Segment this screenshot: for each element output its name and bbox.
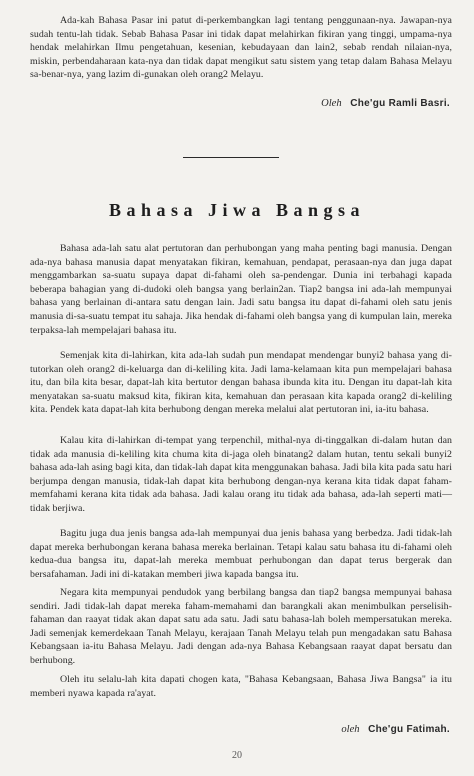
paragraph-4 [30,527,452,581]
byline-first-author: Che'gu Ramli Basri. [350,98,450,109]
byline-first-label: Oleh [321,98,342,109]
article-title: Bahasa Jiwa Bangsa [108,200,366,220]
byline-first [321,98,450,109]
intro-paragraph [30,14,452,82]
paragraph-5 [30,586,452,668]
byline-second-author: Che'gu Fatimah. [368,724,450,735]
byline-second [341,724,450,735]
byline-second-label: oleh [341,724,360,735]
intro-paragraph-text: Ada-kah Bahasa Pasar ini patut di-perkembangkan lagi tentang penggunaan-nya. Jawapan-nya sudah tentu-lah tidak. Sebab Bahasa Pasar ini tidak dapat melahirkan fikiran yang tinggi, umpama-nya hendak melahirkan Ilmu pengetahuan, kesenian, kebudayaan dan lain2, sebab rendah nilaian-nya, miskin, perbendaharaan kata-nya dan tidak dapat mengikut satu sistem yang tetap dalam Bahasa Melayu sa-benar-nya, yang lazim di-gunakan oleh orang2 Melayu. [30,15,452,81]
paragraph-1-text: Bahasa ada-lah satu alat pertutoran dan perhubongan yang maha penting bagi manusia. Dengan ada-nya bahasa manusia dapat menyatakan fikiran, kemahuan, pendapat, perasaan-nya dan juga dapat menggambarkan sa-suatu supaya dapat di-fahami oleh sa-pendengar. Dunia ini terbahagi kapada beberapa bahagian yang di-dudoki oleh bangsa yang berlain2an. Tiap2 bangsa ini ada-lah mempunyai bahasa yang berlainan di-antara satu dengan lain. Jadi satu bangsa itu dapat di-fahami oleh satu jenis manusia di-sa-suatu tempat itu sahaja. Jika hendak di-fahami oleh bangsa yang di kumpulan lain, mereka terpaksa-lah mempelajari bahasa itu. [30,243,452,336]
paragraph-1 [30,242,452,337]
paragraph-5-text: Negara kita mempunyai pendudok yang berbilang bangsa dan tiap2 bangsa mempunyai bahasa sendiri. Jadi tidak-lah dapat mereka faham-memahami dan barangkali akan menimbulkan perselisih-fahaman dan raayat tidak akan dapat satu ada satu. Jadi satu bahasa-lah boleh mempersatukan mereka. Jadi semenjak kemerdekaan Tanah Melayu, kerajaan Tanah Melayu telah pun mengadakan satu Bahasa Kebangsaan ia-itu Bahasa Melayu. Jadi dengan ada-nya Bahasa Kebangsaan raayat dapat bersatu dan berhubong. [30,587,452,666]
paragraph-3 [30,434,452,516]
page-number: 20 [232,750,242,761]
paragraph-6-text: Oleh itu selalu-lah kita dapati chogen kata, "Bahasa Kebangsaan, Bahasa Jiwa Bangsa" ia itu memberi nyawa kapada ra'ayat. [30,674,452,699]
paragraph-3-text: Kalau kita di-lahirkan di-tempat yang terpenchil, mithal-nya di-tinggalkan di-dalam hutan dan tidak ada manusia di-keliling kita chuma kita di-jaga oleh binatang2 dalam hutan, tentu sekali bunyi2 bahasa ada-lah asing bagi kita, dan tidak-lah dapat kita menggunakan bahasa. Jadi bila kita pada satu hari berjumpa dengan manusia, tidak-lah dapat kita berhubong dengan-nya kerana kita tidak dapat faham-memfahami kerana kita tidak ada bahasa. Jadi kalau orang itu tidak ada bahasa, ada-lah seperti mati—tidak berjiwa. [30,435,452,514]
paragraph-4-text: Bagitu juga dua jenis bangsa ada-lah mempunyai dua jenis bahasa yang berbedza. Jadi tidak-lah dapat mereka berhubongan kerana bahasa mereka berlainan. Tetapi kalau satu bahasa itu di-fahami oleh kedua-dua bangsa itu, dapat-lah mereka membuat perhubongan dan dapat terus bergerak dan bersafahaman. Jadi ini di-katakan memberi jiwa kapada bangsa itu. [30,528,452,580]
paragraph-6 [30,673,452,700]
section-divider [183,157,279,158]
paragraph-2-text: Semenjak kita di-lahirkan, kita ada-lah sudah pun mendapat mendengar bunyi2 bahasa yang di-tutorkan oleh orang2 di-keluarga dan di-keliling kita. Jadi lama-kelamaan kita pun mempelajari bahasa itu, dan bila kita besar, dapat-lah kita bertutor dengan bahasa ibunda kita itu. Dengan itu dapat-lah kita menyatakan sa-suatu maksud kita, fikiran kita, kemahuan dan perasaan kita kapada orang2 di-keliling kita. Pendek kata dapat-lah kita berhubong dengan mereka melalui alat pertutoran ini, ia-itu bahasa. [30,350,452,416]
paragraph-2 [30,349,452,417]
